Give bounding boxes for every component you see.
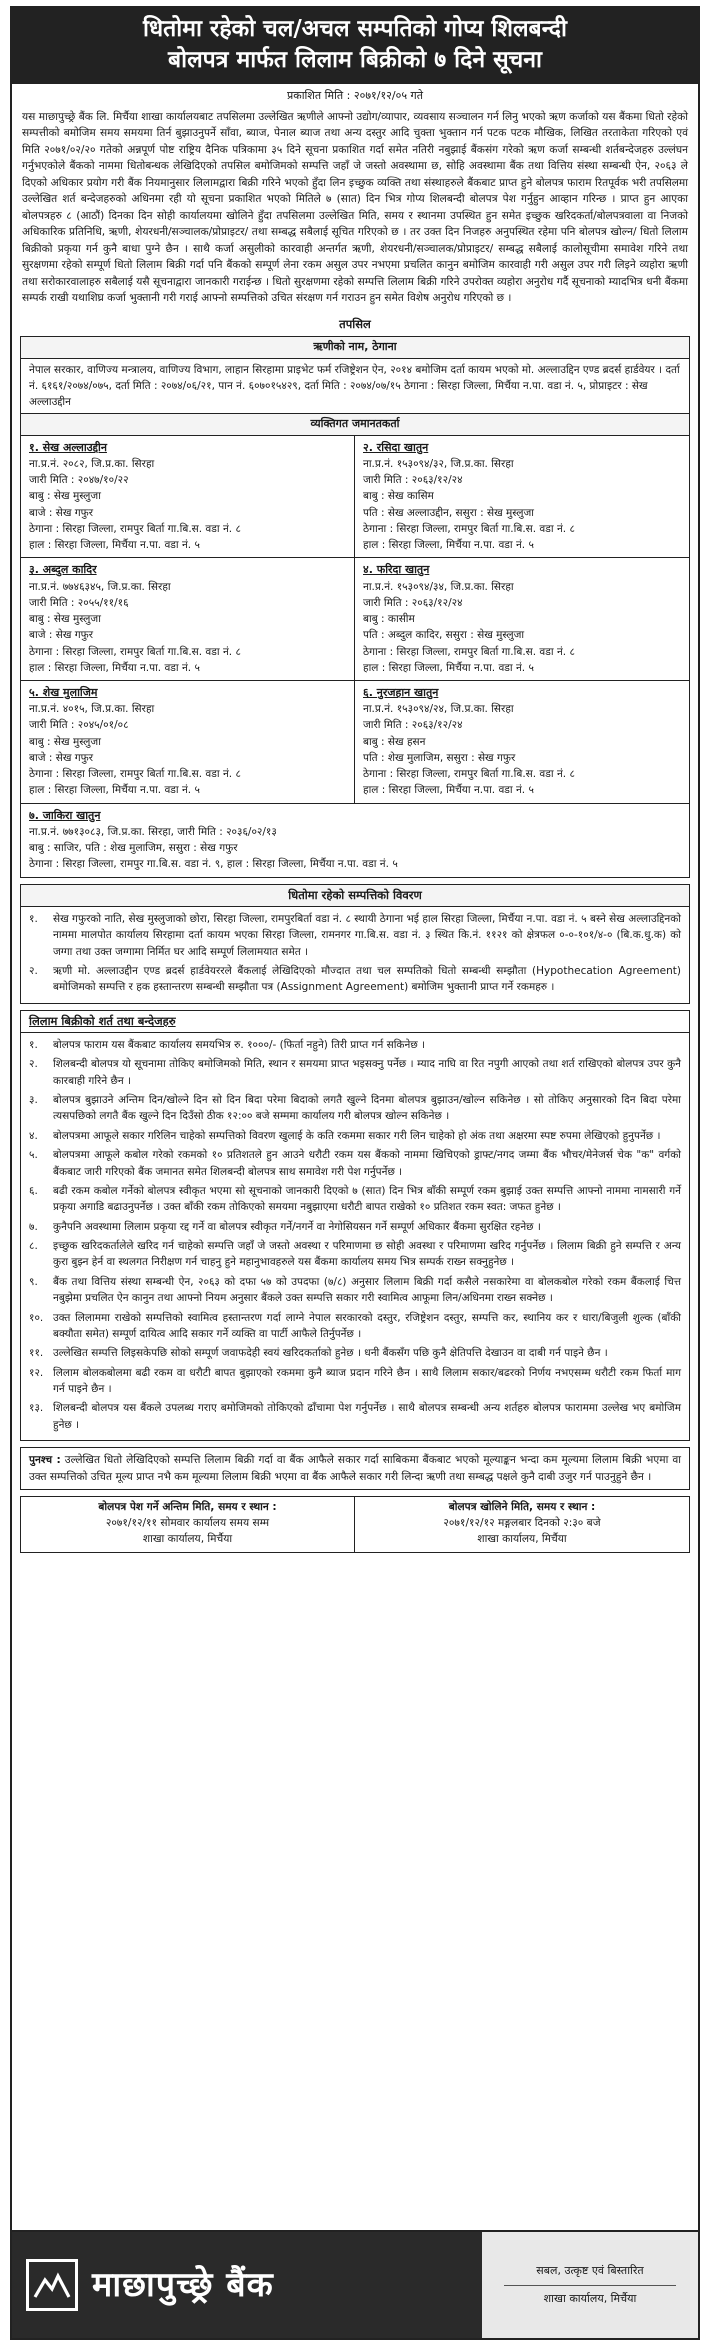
- list-item: [29, 1400, 681, 1433]
- list-item: [29, 1345, 681, 1361]
- list-item: [29, 1128, 681, 1144]
- list-item: [29, 1238, 681, 1271]
- submission-place: शाखा कार्यालय, मिर्चैया: [142, 1533, 233, 1546]
- list-item: [29, 1365, 681, 1398]
- guarantor-card: [21, 558, 355, 681]
- item-number: ३.: [29, 1094, 38, 1107]
- guarantor-line: जारी मिति : २०६३/१२/२४: [363, 474, 463, 487]
- bank-name: माछापुच्छ्रे बैंक: [92, 2264, 274, 2305]
- guarantor-line: ना.प्र.नं. ७७४६३४५, जि.प्र.का. सिरहा: [29, 580, 171, 593]
- title-line-1: धितोमा रहेको चल/अचल सम्पतिको गोप्य शिलबन्दी: [143, 16, 567, 42]
- guarantor-line: पति : अब्दुल कादिर, ससुरा : सेख मुस्लुजा: [363, 629, 525, 642]
- guarantor-line: पति : सेख अल्लाउद्दीन, ससुरा : सेख मुस्लुजा: [363, 506, 535, 519]
- item-number: २.: [29, 1058, 38, 1071]
- guarantor-line: ठेगाना : सिरहा जिल्ला, रामपुर बिर्ता गा.बि.स. वडा नं. ८: [29, 522, 241, 535]
- opening-place: शाखा कार्यालय, मिर्चैया: [477, 1533, 567, 1546]
- guarantor-line: जारी मिति : २०६३/१२/२४: [363, 719, 463, 732]
- guarantor-line: ना.प्र.नं. १५३०९४/३२, जि.प्र.का. सिरहा: [363, 457, 514, 470]
- list-item: [29, 1092, 681, 1125]
- guarantor-name: ४. फरिदा खातुन: [363, 563, 430, 577]
- list-item: [29, 1147, 681, 1180]
- bank-brand: [12, 2232, 482, 2338]
- guarantor-line: हाल : सिरहा जिल्ला, मिर्चैया न.पा. वडा नं. ५: [29, 784, 200, 797]
- item-number: २.: [29, 964, 38, 977]
- guarantor-line: हाल : सिरहा जिल्ला, मिर्चैया न.पा. वडा नं. ५: [363, 539, 534, 552]
- opening-schedule: [355, 1497, 689, 1552]
- guarantor-line: ठेगाना : सिरहा जिल्ला, रामपुर बिर्ता गा.बि.स. वडा नं. ८: [363, 768, 575, 781]
- guarantor-line: बाजे : सेख गफुर: [29, 629, 94, 642]
- item-text: ऋणी मो. अल्लाउद्दीन एण्ड ब्रदर्स हार्डवेयररले बैंकलाई लेखिदिएको मौज्दात तथा चल सम्पतिको धितो सम्बन्धी सम्झौता (Hypothecation Agreement) बमोजिमको सम्पत्ति र हक हस्तान्तरण सम्बन्धी सम्झौता पत्र (Assignment Agreement) बमोजिम भुक्तानी प्राप्त गर्ने रकमहरु ।: [53, 964, 681, 994]
- title-line-2: बोलपत्र मार्फत लिलाम बिक्रीको ७ दिने सूचना: [168, 47, 542, 74]
- guarantor-line: ठेगाना : सिरहा जिल्ला, रामपुर बिर्ता गा.बि.स. वडा नं. ८: [363, 645, 575, 658]
- guarantor-line: ना.प्र.नं. १५३०९४/२४, जि.प्र.का. सिरहा: [363, 703, 514, 716]
- item-number: ८.: [29, 1240, 38, 1253]
- guarantor-card: [355, 558, 689, 681]
- guarantor-line: ना.प्र.नं. ४०१५, जि.प्र.का. सिरहा: [29, 703, 155, 716]
- item-text: बोलपत्र फाराम यस बैंकबाट कार्यालय समयभित्र रु. १०००/- (फिर्ता नहुने) तिरी प्राप्त गर्न सकिनेछ ।: [53, 1038, 425, 1051]
- item-number: १३.: [29, 1402, 44, 1415]
- list-item: [29, 911, 681, 960]
- guarantor-line: बाबु : सेख कासिम: [363, 490, 434, 503]
- item-number: १.: [29, 912, 38, 925]
- mountain-logo-icon: [26, 2259, 78, 2311]
- list-item: [29, 1310, 681, 1343]
- bank-tagline: सबल, उत्कृष्ट एवं बिस्तारित: [536, 2263, 644, 2277]
- guarantor-line: हाल : सिरहा जिल्ला, मिर्चैया न.पा. वडा नं. ५: [29, 661, 200, 674]
- guarantor-line: हाल : सिरहा जिल्ला, मिर्चैया न.पा. वडा नं. ५: [29, 539, 200, 552]
- item-number: ६.: [29, 1184, 38, 1197]
- item-number: ११.: [29, 1347, 44, 1360]
- item-text: लिलाम बोलकबोलमा बढी रकम वा धरौटी बापत बुझाएको रकममा कुनै ब्याज प्रदान गरिने छैन । साथै लिलाम सकार/बढरको निर्णय नभएसम्म धरौटी रकम फिर्ता माग गर्न पाइने छैन ।: [53, 1366, 681, 1396]
- submission-heading: बोलपत्र पेश गर्ने अन्तिम मिति, समय र स्थान :: [98, 1501, 277, 1514]
- guarantor-line: जारी मिति : २०४५/०१/०८: [29, 719, 129, 732]
- footer-tagline-box: [482, 2232, 698, 2338]
- item-number: ७.: [29, 1220, 38, 1233]
- guarantor-line: ना.प्र.नं. ७७१३०८३, जि.प्र.का. सिरहा, जारी मिति : २०३६/०२/१३: [29, 825, 277, 838]
- borrower-heading: ऋणीको नाम, ठेगाना: [21, 337, 689, 359]
- guarantor-line: बाबु : सेख मुस्लुजा: [29, 735, 101, 748]
- list-item: [29, 1183, 681, 1216]
- item-text: कुनैपनि अवस्थामा लिलाम प्रकृया रद्द गर्ने वा बोलपत्र स्वीकृत गर्ने/नगर्ने वा नेगोसियसन गर्ने सम्पूर्ण अधिकार बैंकमा सुरक्षित रहनेछ ।: [53, 1220, 541, 1233]
- branch-office: शाखा कार्यालय, मिर्चैया: [504, 2285, 677, 2308]
- guarantor-line: जारी मिति : २०४७/१०/२२: [29, 474, 129, 487]
- postscript-note: [20, 1447, 690, 1490]
- item-number: १.: [29, 1038, 38, 1051]
- guarantor-card: [355, 681, 689, 804]
- guarantor-line: पति : शेख मुलाजिम, ससुरा : सेख गफुर: [363, 751, 516, 764]
- guarantor-heading: व्यक्तिगत जमानतकर्ता: [21, 414, 689, 436]
- guarantor-name: ३. अब्दुल कादिर: [29, 563, 97, 577]
- borrower-details: नेपाल सरकार, वाणिज्य मन्त्रालय, वाणिज्य विभाग, लाहान सिरहामा प्राइभेट फर्म रजिष्ट्रेशन ऐन, २०१४ बमोजिम दर्ता कायम भएको मो. अल्लाउद्दिन एण्ड ब्रदर्स हार्डवेयर । दर्ता नं. ६१६१/२०७४/०७५, दर्ता मिति : २०७४/०६/२१, पान नं. ६०७०१५४२९, दर्ता मिति : २०७४/०७/१५ ठेगाना : सिरहा जिल्ला, मिर्चैया न.पा. वडा नं. ५, प्रोप्राइटर : सेख अल्लाउद्दीन: [21, 359, 689, 415]
- postscript-text: उल्लेखित धितो लेखिदिएको सम्पत्ति लिलाम बिक्री गर्दा वा बैंक आफैले सकार गर्दा साबिकमा बैंकबाट भएको मूल्याङ्कन भन्दा कम मूल्यमा लिलाम बिक्री भएमा वा उक्त सम्पत्तिको उचित मूल्य प्राप्त नभै कम मूल्यमा लिलाम बिक्री भएमा वा बैंक आफैले सकार गरी लिन्दा ऋणी तथा सम्बद्ध पक्षले कुनै दाबी उजुर गर्न पाउनुहुने छैन ।: [29, 1454, 681, 1483]
- guarantor-line: ठेगाना : सिरहा जिल्ला, रामपुर बिर्ता गा.बि.स. वडा नं. ८: [363, 522, 575, 535]
- guarantor-grid: [21, 436, 689, 878]
- notice-title: [12, 8, 698, 84]
- collateral-section: [20, 884, 690, 1004]
- item-text: शिलबन्दी बोलपत्र यो सूचनामा तोकिए बमोजिमको मिति, स्थान र समयमा प्राप्त भइसक्नु पर्नेछ । म्याद नाघि वा रित नपुगी आएको तथा शर्त राखिएको बोलपत्र उपर कुनै कारबाही गरिने छैन ।: [53, 1058, 681, 1087]
- guarantor-line: बाजे : सेख गफुर: [29, 751, 94, 764]
- collateral-heading: धितोमा रहेको सम्पत्तिको विवरण: [21, 885, 689, 907]
- guarantor-line: हाल : सिरहा जिल्ला, मिर्चैया न.पा. वडा नं. ५: [363, 661, 534, 674]
- guarantor-name: १. सेख अल्लाउद्दीन: [29, 440, 107, 454]
- list-item: [29, 963, 681, 996]
- item-text: शिलबन्दी बोलपत्र यस बैंकले उपलब्ध गराए बमोजिमको तोकिएको ढाँचामा पेश गर्नुपर्नेछ । साथै बोलपत्र सम्बन्धी अन्य शर्तहरु बोलपत्र फाराममा उल्लेख भए बमोजिम हुनेछ ।: [53, 1402, 681, 1431]
- guarantor-line: ठेगाना : सिरहा जिल्ला, रामपुर बिर्ता गा.बि.स. वडा नं. ८: [29, 645, 241, 658]
- list-item: [29, 1056, 681, 1089]
- item-text: उक्त लिलाममा राखेको सम्पत्तिको स्वामित्व हस्तान्तरण गर्दा लाग्ने नेपाल सरकारको दस्तुर, रजिष्ट्रेशन दस्तुर, सम्पत्ति कर, स्थानिय कर र धारा/बिजुली शुल्क (बाँकी बक्यौता समेत) सम्पूर्ण दायित्व आदि सकार गर्ने व्यक्ति वा पार्टी आफैले तिर्नुपर्नेछ ।: [53, 1311, 681, 1340]
- guarantor-line: बाबु : कासीम: [363, 613, 415, 626]
- intro-paragraph: यस माछापुच्छ्रे बैंक लि. मिर्चैया शाखा कार्यालयबाट तपसिलमा उल्लेखित ऋणीले आफ्नो उद्योग/व्यापार, व्यवसाय सञ्चालन गर्न लिनु भएको ऋण कर्जाको यस बैंकमा धितो रहेको सम्पत्तीको बमोजिम समय समयमा तिर्न बुझाउनुपर्ने साँवा, ब्याज, पेनाल ब्याज तथा अन्य दस्तुर आदि चुक्ता भुक्तान गर्न पटक पटक मौखिक, लिखित तरताकेता गरिएको एवं मिति २०७१/०२/२० गतेको अन्नपूर्ण पोष्ट राष्ट्रिय दैनिक पत्रिकामा ३५ दिने सूचना प्रकाशित गर्दा समेत नतिरी नबुझाई बैंकसंग गरेको ऋण कर्जा सम्बन्धी शर्तबन्देजहरु उल्लंघन गर्नुभएकोले बैंकको नाममा धितोबन्धक लेखिदिएको तपसिल बमोजिमको सम्पत्ति जहाँ जे जस्तो अवस्थामा छ, सोहि अवस्थामा बैंक तथा वित्तिय संस्था सम्बन्धी ऐन, २०६३ ले दिएको अधिकार प्रयोग गरी बैंक नियमानुसार लिलामद्वारा बिक्री गरिने भएको हुँदा लिन इच्छुक व्यक्ति तथा संस्थाहरुले बैंकबाट प्राप्त हुने बोलपत्र फाराम रितपूर्वक भरी तपसिलमा उल्लेखित शर्त बन्देजहरुको अधिनमा रही यो सूचना प्रकाशित भएको मितिले ७ (सात) दिन भित्र गोप्य शिलबन्दी बोलपत्र पेश गर्नुहुन आव्हान गरिन्छ । प्राप्त हुन आएका बोलपत्रहरु ८ (आठौं) दिनका दिन सोही कार्यालयमा खोलिने हुँदा तपसिलमा उल्लेखित मिति, समय र स्थानमा उपस्थित हुन समेत इच्छुक खरिदकर्ता/बोलपत्रवाला वा निजको अधिकारिक प्रतिनिधि, ऋणी, शेयरधनी/सञ्चालक/प्रोप्राइटर/ तथा सम्बद्ध सबैलाई सूचित गरिएको छ । तर उक्त दिन निजहरु अनुपस्थित रहेमा पनि बोलपत्र खोल्न/ धितो लिलाम बिक्रीको प्रकृया गर्न कुनै बाधा पुग्ने छैन । साथै कर्जा असुलीको कारवाही अन्तर्गत ऋणी, शेयरधनी/सञ्चालक/प्रोप्राइटर/ सम्बद्ध सबैलाई कालोसूचीमा समावेश गरिने तथा सुरक्षणमा रहेको सम्पूर्ण धितो लिलाम बिक्री गर्दा पनि बैंकको सम्पूर्ण लेना रकम असुल उपर नभएमा प्रचलित कानुन बमोजिम कारवाही गरी असुल उपर गरी लिइने व्यहोरा ऋणी तथा सरोकारवालाहरु सबैलाई यसै सूचनाद्वारा जानकारी गराईन्छ । धितो सुरक्षणमा रहेको सम्पत्ति लिलाम बिक्री गरिने उपरोक्त व्यहोरा अनुरोध गर्दै सूचनाको म्यादभित्र धनी बैंकमा सम्पर्क राखी यथाशिघ्र कर्जा भुक्तानी गरी गराई आफ्नो सम्पत्तिको उचित संरक्षण गर्न गराउन हुन समेत विशेष अनुरोध गरिएको छ ।: [22, 110, 688, 305]
- guarantor-line: जारी मिति : २०६३/१२/२४: [363, 596, 463, 609]
- list-item: [29, 1274, 681, 1307]
- item-number: ५.: [29, 1149, 38, 1162]
- list-item: [29, 1219, 681, 1235]
- guarantor-name: ६. नुरजहान खातुन: [363, 686, 439, 700]
- conditions-section: [20, 1010, 690, 1442]
- item-text: बोलपत्रमा आफूले सकार गरिलिन चाहेको सम्पत्तिको विवरण खुलाई के कति रकममा सकार गरी लिन चाहेको हो अंक तथा अक्षरमा स्पष्ट रुपमा लेखिएको हुनुपर्नेछ ।: [53, 1129, 661, 1142]
- opening-date: २०७१/१२/१२ मङ्गलबार दिनको २:३० बजे: [443, 1517, 601, 1530]
- published-date: प्रकाशित मिति : २०७१/१२/०५ गते: [286, 89, 424, 103]
- item-number: १०.: [29, 1311, 44, 1324]
- item-number: १२.: [29, 1366, 44, 1379]
- item-text: इच्छुक खरिदकर्तालेले खरिद गर्न चाहेको सम्पत्ति जहाँ जे जस्तो अवस्था र परिमाणमा छ सोही अवस्था र परिमाणमा खरिद गर्नुपर्नेछ । लिलाम बिक्री हुने सम्पत्ति र अन्य कुरा बुझ्न हेर्न वा स्थलगत निरीक्षण गर्न चाहनु हुने महानुभावहरुले यस बैंकमा कार्यालय समय भित्र सम्पर्क राख्न सक्नुहुनेछ ।: [53, 1240, 681, 1269]
- guarantor-card: [21, 804, 689, 878]
- guarantor-line: बाबु : सेख हसन: [363, 735, 426, 748]
- guarantor-card: [21, 436, 355, 559]
- item-text: बोलपत्र बुझाउने अन्तिम दिन/खोल्ने दिन सो दिन बिदा परेमा बिदाको लगतै खुल्ने दिनमा बोलपत्र बुझाउन/खोल्न सकिनेछ । सो तोकिए अनुसारको दिन बिदा परेमा त्यसपछिको लगतै बैंक खुल्ने दिन दिउँसो ठीक १२:०० बजे सम्ममा कार्यालय गरी बोलपत्र खोल्न सकिनेछ ।: [53, 1094, 681, 1123]
- guarantor-name: ५. शेख मुलाजिम: [29, 686, 98, 700]
- guarantor-name: ७. जाकिरा खातुन: [29, 808, 101, 822]
- conditions-heading: लिलाम बिक्रीको शर्त तथा बन्देजहरु: [21, 1011, 689, 1033]
- guarantor-line: बाजे : सेख गफुर: [29, 506, 94, 519]
- submission-date: २०७१/१२/११ सोमवार कार्यालय समय सम्म: [105, 1517, 270, 1530]
- guarantor-line: ना.प्र.नं. १५३०९४/३४, जि.प्र.का. सिरहा: [363, 580, 514, 593]
- guarantor-line: हाल : सिरहा जिल्ला, मिर्चैया न.पा. वडा नं. ५: [363, 784, 534, 797]
- item-text: सेख गफुरको नाति, सेख मुस्लुजाको छोरा, सिरहा जिल्ला, रामपुरबिर्ता वडा नं. ८ स्थायी ठेगाना भई हाल सिरहा जिल्ला, मिर्चैया न.पा. वडा नं. ५ बस्ने सेख अल्लाउद्दिनको नाममा मालपोत कार्यालय सिरहामा दर्ता कायम भएका सिरहा जिल्ला, रामनगर गा.बि.स. वडा नं. ३ स्थित कि.नं. ११२१ को क्षेत्रफल ०-०-१०१/४-० (बि.क.धु.क) को जग्गा तथा उक्त जग्गामा निर्मित घर आदि सम्पूर्ण लिलामयात समेत ।: [53, 912, 681, 958]
- list-item: [29, 1037, 681, 1053]
- opening-heading: बोलपत्र खोलिने मिति, समय र स्थान :: [448, 1501, 596, 1514]
- guarantor-card: [21, 681, 355, 804]
- guarantor-line: ठेगाना : सिरहा जिल्ला, रामपुर बिर्ता गा.बि.स. वडा नं. ८: [29, 768, 241, 781]
- guarantor-card: [355, 436, 689, 559]
- postscript-label: पुनश्च :: [29, 1454, 61, 1467]
- guarantor-line: ठेगाना : सिरहा जिल्ला, रामपुर गा.बि.स. वडा नं. ९, हाल : सिरहा जिल्ला, मिर्चैया न.पा. वडा नं. ५: [29, 858, 398, 871]
- bank-footer: [12, 2230, 698, 2338]
- guarantor-line: ना.प्र.नं. २०८२, जि.प्र.का. सिरहा: [29, 457, 155, 470]
- guarantor-line: जारी मिति : २०५५/११/१६: [29, 596, 129, 609]
- item-number: ९.: [29, 1275, 38, 1288]
- schedule-table: [20, 336, 690, 878]
- item-text: बैंक तथा वित्तिय संस्था सम्बन्धी ऐन, २०६३ को दफा ५७ को उपदफा (७/८) अनुसार लिलाम बिक्री गर्दा कसैले नसकारेमा वा बोलकबोल गरेको रकम बैंकलाई चित्त नबुझेमा प्रचलित ऐन कानुन तथा आफ्नो नियम अनुसार बैंकले उक्त सम्पत्ति सकार गरी स्वामित्व आफूमा लिन/अधिनमा राख्न सक्नेछ ।: [53, 1275, 681, 1305]
- dates-section: [20, 1496, 690, 1553]
- guarantor-line: बाबु : सेख मुस्लुजा: [29, 490, 101, 503]
- guarantor-line: बाबु : सेख मुस्लुजा: [29, 613, 101, 626]
- submission-deadline: [21, 1497, 355, 1552]
- item-text: बढी रकम कबोल गर्नेको बोलपत्र स्वीकृत भएमा सो सूचनाको जानकारी दिएको ७ (सात) दिन भित्र बाँकी सम्पूर्ण रकम बुझाई उक्त सम्पत्ति आफ्नो नाममा नामसारी गर्ने प्रकृया अगाडि बढाउनुपर्नेछ । उक्त बाँकी रकम तोकिएको समयमा नबुझाएमा धरौटी बापत राखेको १० प्रतिशत रकम स्वत: जफत हुनेछ ।: [53, 1184, 681, 1214]
- guarantor-name: २. रसिदा खातुन: [363, 440, 429, 454]
- auction-notice: [10, 6, 700, 2340]
- item-number: ४.: [29, 1129, 38, 1142]
- schedule-heading: तपसिल: [339, 316, 371, 331]
- guarantor-line: बाबु : साजिर, पति : शेख मुलाजिम, ससुरा : सेख गफुर: [29, 842, 238, 855]
- item-text: बोलपत्रमा आफूले कबोल गरेको रकमको १० प्रतिशतले हुन आउने धरौटी रकम यस बैंकको नाममा खिचिएको ड्राफ्ट/नगद जम्मा बैंक भौचर/मेनेजर्स चेक "क" वर्गको बैंकबाट जारी गरिएको बैंक जमानत समेत शिलबन्दी बोलपत्र साथ समावेश गरी पेश गर्नुपर्नेछ ।: [53, 1149, 681, 1178]
- item-text: उल्लेखित सम्पत्ति लिइसकेपछि सोको सम्पूर्ण जवाफदेही स्वयं खरिदकर्ताको हुनेछ । धनी बैंकसँग पछि कुनै क्षेतिपत्ति देखाउन वा दाबी गर्न पाइने छैन ।: [53, 1347, 608, 1360]
